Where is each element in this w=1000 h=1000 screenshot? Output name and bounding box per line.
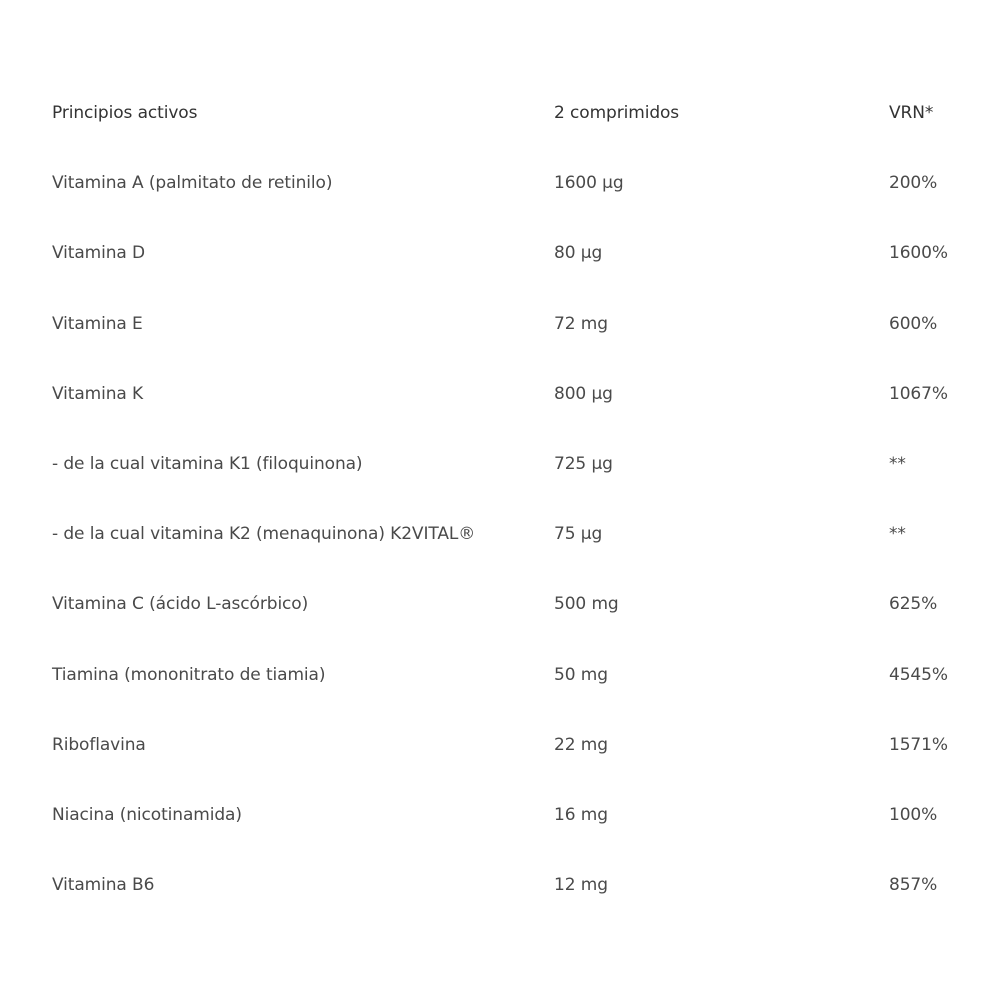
ingredient-vrn: 600% (889, 313, 938, 334)
ingredient-vrn: 1067% (889, 383, 948, 404)
table-row (52, 780, 972, 850)
ingredient-name: Vitamina E (52, 313, 143, 334)
table-row (52, 289, 972, 359)
ingredient-amount: 50 mg (554, 664, 608, 685)
header-principios-activos: Principios activos (52, 103, 198, 124)
ingredient-vrn: 1571% (889, 734, 948, 755)
ingredient-name: Vitamina C (ácido L-ascórbico) (52, 594, 309, 615)
ingredient-name: Tiamina (mononitrato de tiamia) (52, 664, 326, 685)
ingredient-amount: 16 mg (554, 804, 608, 825)
header-vrn: VRN* (889, 103, 934, 124)
table-row (52, 640, 972, 710)
ingredient-amount: 75 µg (554, 524, 603, 545)
ingredient-amount: 80 µg (554, 243, 603, 264)
ingredient-name: Vitamina D (52, 243, 146, 264)
ingredient-vrn: 4545% (889, 664, 948, 685)
ingredient-vrn: ** (889, 524, 906, 545)
ingredient-amount: 12 mg (554, 875, 608, 896)
nutrition-table (52, 78, 972, 920)
table-row (52, 850, 972, 920)
ingredient-name: - de la cual vitamina K2 (menaquinona) K2VITAL® (52, 524, 476, 545)
table-row (52, 499, 972, 569)
ingredient-vrn: 200% (889, 173, 938, 194)
table-row (52, 148, 972, 218)
ingredient-amount: 725 µg (554, 454, 613, 475)
ingredient-name: Vitamina B6 (52, 875, 155, 896)
table-row (52, 359, 972, 429)
header-comprimidos: 2 comprimidos (554, 103, 680, 124)
table-header (52, 78, 972, 148)
ingredient-name: Vitamina A (palmitato de retinilo) (52, 173, 333, 194)
ingredient-name: Niacina (nicotinamida) (52, 804, 242, 825)
ingredient-vrn: ** (889, 454, 906, 475)
ingredient-vrn: 857% (889, 875, 938, 896)
ingredient-name: Vitamina K (52, 383, 144, 404)
table-row (52, 429, 972, 499)
ingredient-amount: 500 mg (554, 594, 619, 615)
table-row (52, 218, 972, 288)
ingredient-vrn: 100% (889, 804, 938, 825)
table-row (52, 710, 972, 780)
ingredient-vrn: 1600% (889, 243, 948, 264)
ingredient-amount: 800 µg (554, 383, 613, 404)
ingredient-amount: 1600 µg (554, 173, 624, 194)
ingredient-name: Riboflavina (52, 734, 146, 755)
ingredient-vrn: 625% (889, 594, 938, 615)
table-row (52, 569, 972, 639)
ingredient-name: - de la cual vitamina K1 (filoquinona) (52, 454, 363, 475)
table-body (52, 148, 972, 920)
ingredient-amount: 22 mg (554, 734, 608, 755)
ingredient-amount: 72 mg (554, 313, 608, 334)
